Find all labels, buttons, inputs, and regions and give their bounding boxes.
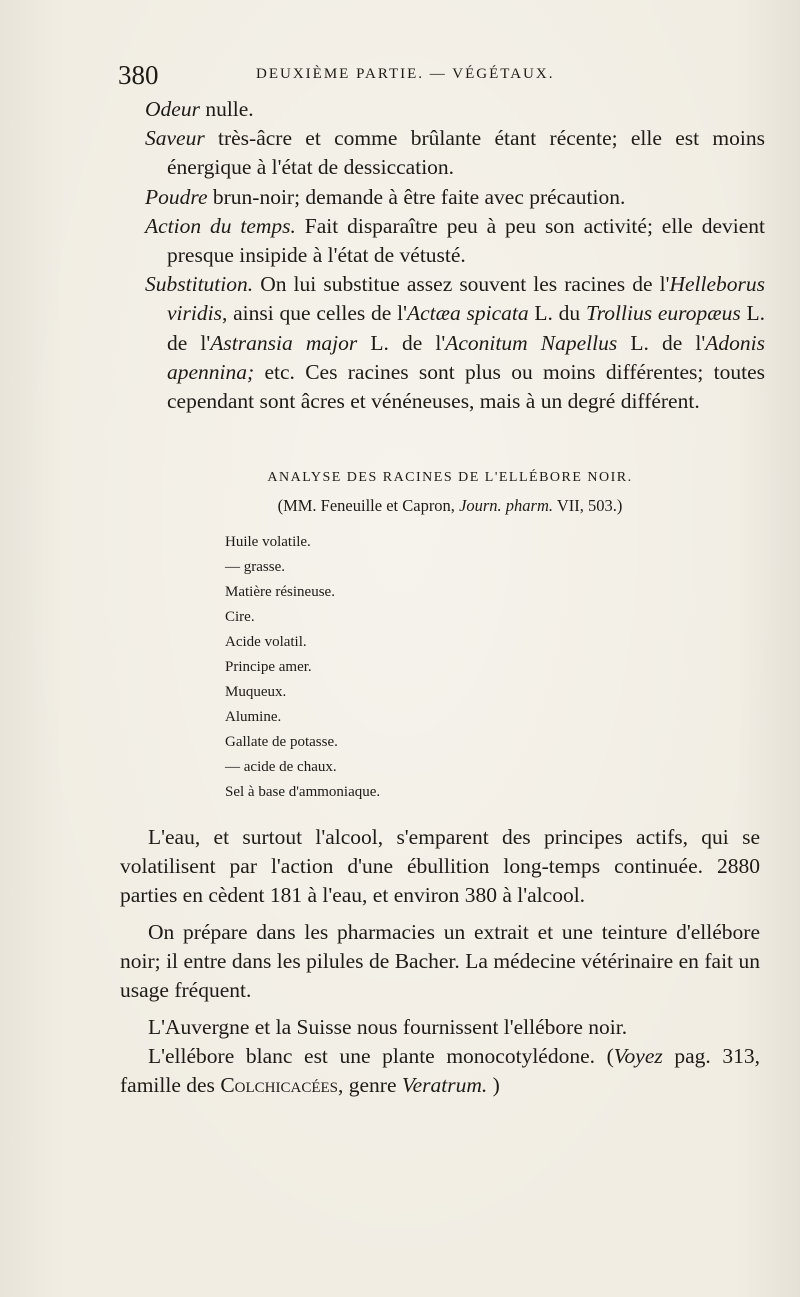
paragraph-solubility: L'eau, et surtout l'alcool, s'emparent des principes actifs, qui se volatilisent par l'action d'une ébullition long-temps continuée. 2880 parties en cèdent 181 à l'eau, et environ 380 à l'alcool. (120, 825, 760, 907)
source-journal: Journ. pharm. (459, 496, 554, 515)
entry-poudre (145, 183, 765, 212)
source-authors: (MM. Feneuille et Capron, (277, 496, 460, 515)
paragraph-text: L'ellébore blanc est une plante monocotylédone. ( (148, 1044, 614, 1068)
entry-text: etc. Ces racines sont plus ou moins différentes; toutes cependant sont âcres et vénéneuses, mais à un degré différent. (167, 359, 765, 414)
properties-section (145, 95, 765, 416)
list-item: Matière résineuse. (225, 584, 335, 600)
species-name: Aconitum Napellus (445, 330, 618, 355)
running-head: DEUXIÈME PARTIE. — VÉGÉTAUX. (256, 66, 555, 82)
list-item: — grasse. (225, 559, 285, 575)
entry-text: L. de l' (167, 301, 765, 355)
entry-text: On lui substitue assez souvent les racines de l' (253, 272, 670, 297)
paragraph-text: ) (487, 1073, 500, 1097)
entry-text: très-âcre et comme brûlante étant récente; elle est moins énergique à l'état de dessiccation. (167, 126, 765, 180)
analysis-title: ANALYSE DES RACINES DE L'ELLÉBORE NOIR. (267, 470, 633, 485)
entry-text: L. de l' (357, 330, 446, 355)
entry-saveur (145, 124, 765, 182)
entry-text: , ainsi que celles de l' (221, 301, 407, 326)
species-name: Actæa spicata (406, 301, 529, 326)
commentary-section (120, 823, 760, 1100)
family-name: Colchicacées (220, 1073, 338, 1097)
entry-label: Saveur (145, 126, 205, 151)
paragraph-white-hellebore (120, 1042, 760, 1100)
analysis-section (120, 470, 780, 805)
entry-action-du-temps (145, 212, 765, 270)
source-reference: VII, 503.) (553, 496, 623, 515)
genus-name: Veratrum. (401, 1073, 488, 1097)
species-name: Helleborus viridis (167, 272, 765, 326)
list-item: Alumine. (225, 709, 282, 725)
species-name: Trollius europæus (585, 301, 741, 326)
entry-text: L. de l' (617, 330, 706, 355)
list-item: Sel à base d'ammoniaque. (225, 784, 381, 800)
paragraph-origin: L'Auvergne et la Suisse nous fournissent l'ellébore noir. (148, 1015, 628, 1039)
entry-odeur (145, 95, 765, 124)
paragraph-text: pag. 313, famille des (120, 1044, 761, 1097)
entry-substitution (145, 270, 765, 416)
entry-text: brun-noir; demande à être faite avec précaution. (207, 184, 626, 209)
list-item: Huile volatile. (225, 534, 311, 550)
entry-label: Poudre (145, 184, 208, 209)
page-number: 380 (118, 60, 159, 90)
species-name: Astransia major (210, 330, 358, 355)
list-item: Gallate de potasse. (225, 734, 338, 750)
components-list (225, 530, 780, 805)
analysis-source (120, 496, 780, 516)
list-item: — acide de chaux. (225, 759, 337, 775)
paragraph-preparations: On prépare dans les pharmacies un extrait et une teinture d'ellébore noir; il entre dans les pilules de Bacher. La médecine vétérinaire en fait un usage fréquent. (120, 920, 760, 1002)
species-name: Adonis apennina; (167, 330, 765, 384)
page-header (118, 60, 748, 90)
paragraph-text: , genre (338, 1073, 402, 1097)
entry-text: L. du (528, 301, 586, 326)
list-item: Principe amer. (225, 659, 312, 675)
cross-reference-voyez: Voyez (613, 1044, 663, 1068)
list-item: Cire. (225, 609, 255, 625)
entry-label: Odeur (145, 97, 200, 121)
entry-text: Fait disparaître peu à peu son activité; elle devient presque insipide à l'état de vétusté. (167, 213, 765, 268)
list-item: Acide volatil. (225, 634, 307, 650)
entry-text: nulle. (199, 97, 254, 121)
entry-label: Substitution. (145, 272, 254, 297)
list-item: Muqueux. (225, 684, 287, 700)
entry-label: Action du temps. (145, 213, 296, 238)
